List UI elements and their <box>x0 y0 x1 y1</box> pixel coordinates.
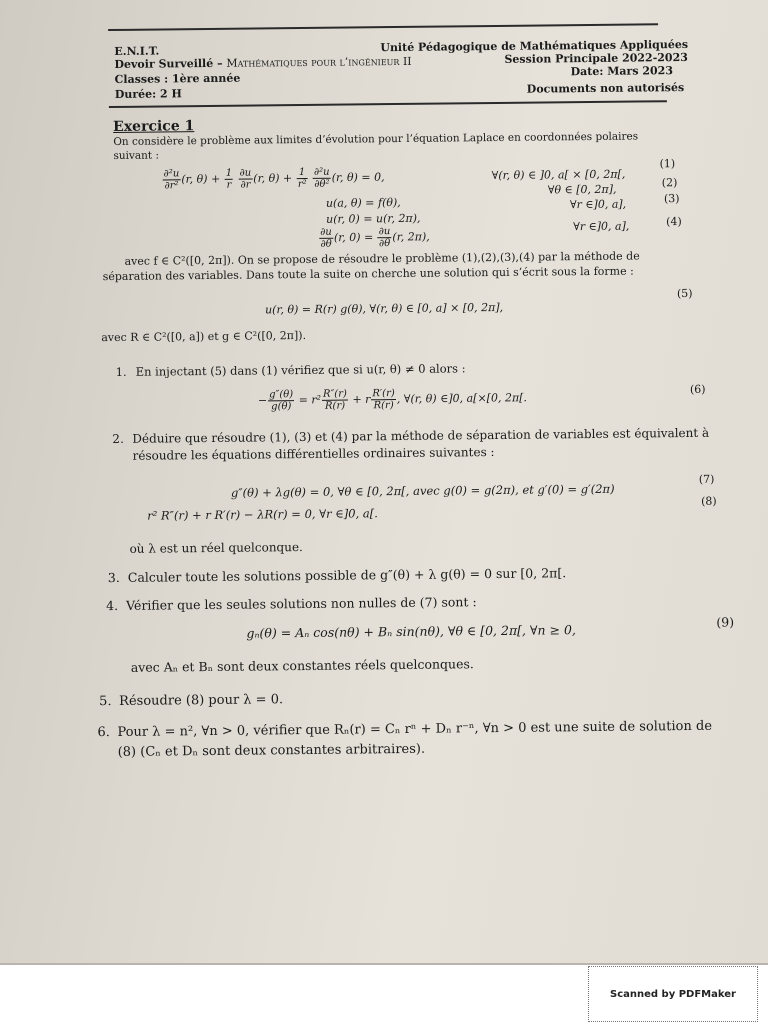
question-3 <box>108 564 567 586</box>
docs-label: Documents non autorisés <box>526 81 685 96</box>
g2-over-g: $\frac{g''(\theta)}{g(\theta)}$ <box>269 389 294 413</box>
question-6 <box>97 717 712 763</box>
eq1-label: (1) <box>659 157 676 171</box>
q1-text: En injectant (5) dans (1) vérifiez que si u(r, θ) ≠ 0 alors : <box>135 361 466 379</box>
equation-2: u(a, θ) = f(θ), <box>325 195 401 210</box>
scanner-badge: Scanned by PDFMaker <box>588 966 758 1022</box>
one-over-r: $\frac{1}{r}$ <box>225 167 233 191</box>
q1-number: 1. <box>115 364 127 379</box>
q4-text: Vérifier que les seules solutions non nulles de (7) sont : <box>126 594 477 613</box>
eq4-tail: (r, 2π), <box>392 230 430 244</box>
header-rule <box>109 100 667 108</box>
R2-over-R: $\frac{R''(r)}{R(r)}$ <box>322 388 347 412</box>
du-dr: $\frac{\partial u}{\partial r}$ <box>239 167 252 191</box>
q6-number: 6. <box>97 725 110 741</box>
du-dtheta-left: $\frac{\partial u}{\partial\theta}$ <box>320 226 332 250</box>
equation-8: r² R″(r) + r R′(r) − λR(r) = 0, ∀r ∈]0, a[. <box>147 506 378 523</box>
eq6-label: (6) <box>689 382 706 396</box>
du-dtheta-right: $\frac{\partial u}{\partial\theta}$ <box>378 226 391 250</box>
equation-7: g″(θ) + λg(θ) = 0, ∀θ ∈ [0, 2π[, avec g(0) = g(2π), et g′(0) = g′(2π) <box>230 481 615 500</box>
top-rule <box>108 23 658 31</box>
q4-number: 4. <box>106 597 119 614</box>
d2u-dtheta2: $\frac{\text{∂²u}}{\text{∂θ²}}$ <box>313 166 330 190</box>
session-label: Session Principale 2022-2023 <box>504 50 688 66</box>
q2-text-1: Déduire que résoudre (1), (3) et (4) par la méthode de séparation de variables est équivalent à <box>132 425 710 446</box>
equation-5: u(r, θ) = R(r) g(θ), ∀(r, θ) ∈ [0, a] × [0, 2π], <box>264 300 504 317</box>
exam-prefix: Devoir Surveillé – <box>114 56 227 71</box>
unit-label: Unité Pédagogique de Mathématiques Appliquées <box>380 37 689 55</box>
d2u-dr2: $\frac{\text{∂²u}}{\text{∂r²}}$ <box>163 168 180 192</box>
classes-label: Classes : 1ère année <box>114 71 241 86</box>
question-1 <box>116 360 466 381</box>
equation-3: u(r, 0) = u(r, 2π), <box>326 211 421 226</box>
q5-number: 5. <box>99 694 112 710</box>
duration-label: Durée: 2 H <box>114 87 182 101</box>
school-name: E.N.I.T. <box>114 44 160 58</box>
eq4-condition: ∀r ∈]0, a], <box>573 219 630 234</box>
an-bn-note: avec Aₙ et Bₙ sont deux constantes réels quelconques. <box>130 656 474 675</box>
eq2-label: (2) <box>661 176 678 190</box>
eq4-mid: (r, 0) = <box>333 230 374 245</box>
q5-text: Résoudre (8) pour λ = 0. <box>119 692 284 709</box>
date-label: Date: Mars 2023 <box>570 64 674 79</box>
intro-line-2: suivant : <box>113 149 160 162</box>
para-line-1: avec f ∈ C²([0, 2π]). On se propose de résoudre le problème (1),(2),(3),(4) par la méthode de <box>124 249 640 268</box>
R1-over-R: $\frac{R'(r)}{R(r)}$ <box>372 388 395 412</box>
eq9-label: (9) <box>716 614 735 630</box>
equation-6: − $\frac{g''(\theta)}{g(\theta)}$ = r² $\frac{R''(r)}{R(r)}$ + r $\frac{R'(r)}{R(r)}$ , ∀(r, θ) ∈]0, a[×[0, 2π[. <box>257 388 528 413</box>
exercise-title: Exercice 1 <box>113 118 195 135</box>
eq7-label: (7) <box>698 472 715 486</box>
eq3-condition: ∀r ∈]0, a], <box>569 197 627 212</box>
q6-text-2: (8) (Cₙ et Dₙ sont deux constantes arbitraires). <box>117 741 426 760</box>
equation-1: $\frac{\text{∂²u}}{\text{∂r²}}$ (r, θ) + $\frac{1}{r}$ $\frac{\partial u}{\partial r}$ (r, θ) + $\frac{1}{\text{r²}}$ $\frac{\text{∂²u}}{\text{∂θ²}}$ (r, θ) = 0, <box>163 166 385 192</box>
one-over-r2: $\frac{1}{\text{r²}}$ <box>297 166 307 191</box>
eq3-label: (3) <box>663 192 680 206</box>
para-line-3: avec R ∈ C²([0, a]) et g ∈ C²([0, 2π]). <box>101 328 307 345</box>
q3-text: Calculer toute les solutions possible de g″(θ) + λ g(θ) = 0 sur [0, 2π[. <box>127 565 567 585</box>
eq5-label: (5) <box>676 286 693 301</box>
q6-text-1: Pour λ = n², ∀n > 0, vérifier que Rₙ(r) = Cₙ rⁿ + Dₙ r⁻ⁿ, ∀n > 0 est une suite de solution de <box>117 718 713 740</box>
exam-title <box>114 55 411 71</box>
para-line-2: séparation des variables. Dans toute la suite on cherche une solution qui s’écrit sous la forme : <box>102 264 634 284</box>
eq1-tail: (r, θ) = 0, <box>331 170 385 185</box>
eq2-condition: ∀θ ∈ [0, 2π], <box>547 182 617 197</box>
question-4 <box>106 593 477 614</box>
equation-4 <box>318 226 430 250</box>
question-2 <box>112 425 709 465</box>
q2-number: 2. <box>112 431 124 447</box>
intro-line-1: On considère le problème aux limites d’évolution pour l’équation Laplace en coordonnées polaires <box>113 130 639 148</box>
eq8-label: (8) <box>701 494 717 508</box>
eq1-condition: ∀(r, θ) ∈ ]0, a[ × [0, 2π[, <box>491 167 626 183</box>
eq6-tail: , ∀(r, θ) ∈]0, a[×[0, 2π[. <box>396 391 528 406</box>
lambda-note: où λ est un réel quelconque. <box>129 540 303 556</box>
exam-subject: Mathématiques pour l’ingénieur II <box>226 54 412 70</box>
q2-text-2: résoudre les équations différentielles ordinaires suivantes : <box>132 445 495 463</box>
question-5 <box>99 691 283 710</box>
equation-9: gₙ(θ) = Aₙ cos(nθ) + Bₙ sin(nθ), ∀θ ∈ [0, 2π[, ∀n ≥ 0, <box>246 622 576 641</box>
eq4-label: (4) <box>666 215 682 229</box>
q3-number: 3. <box>107 569 120 586</box>
